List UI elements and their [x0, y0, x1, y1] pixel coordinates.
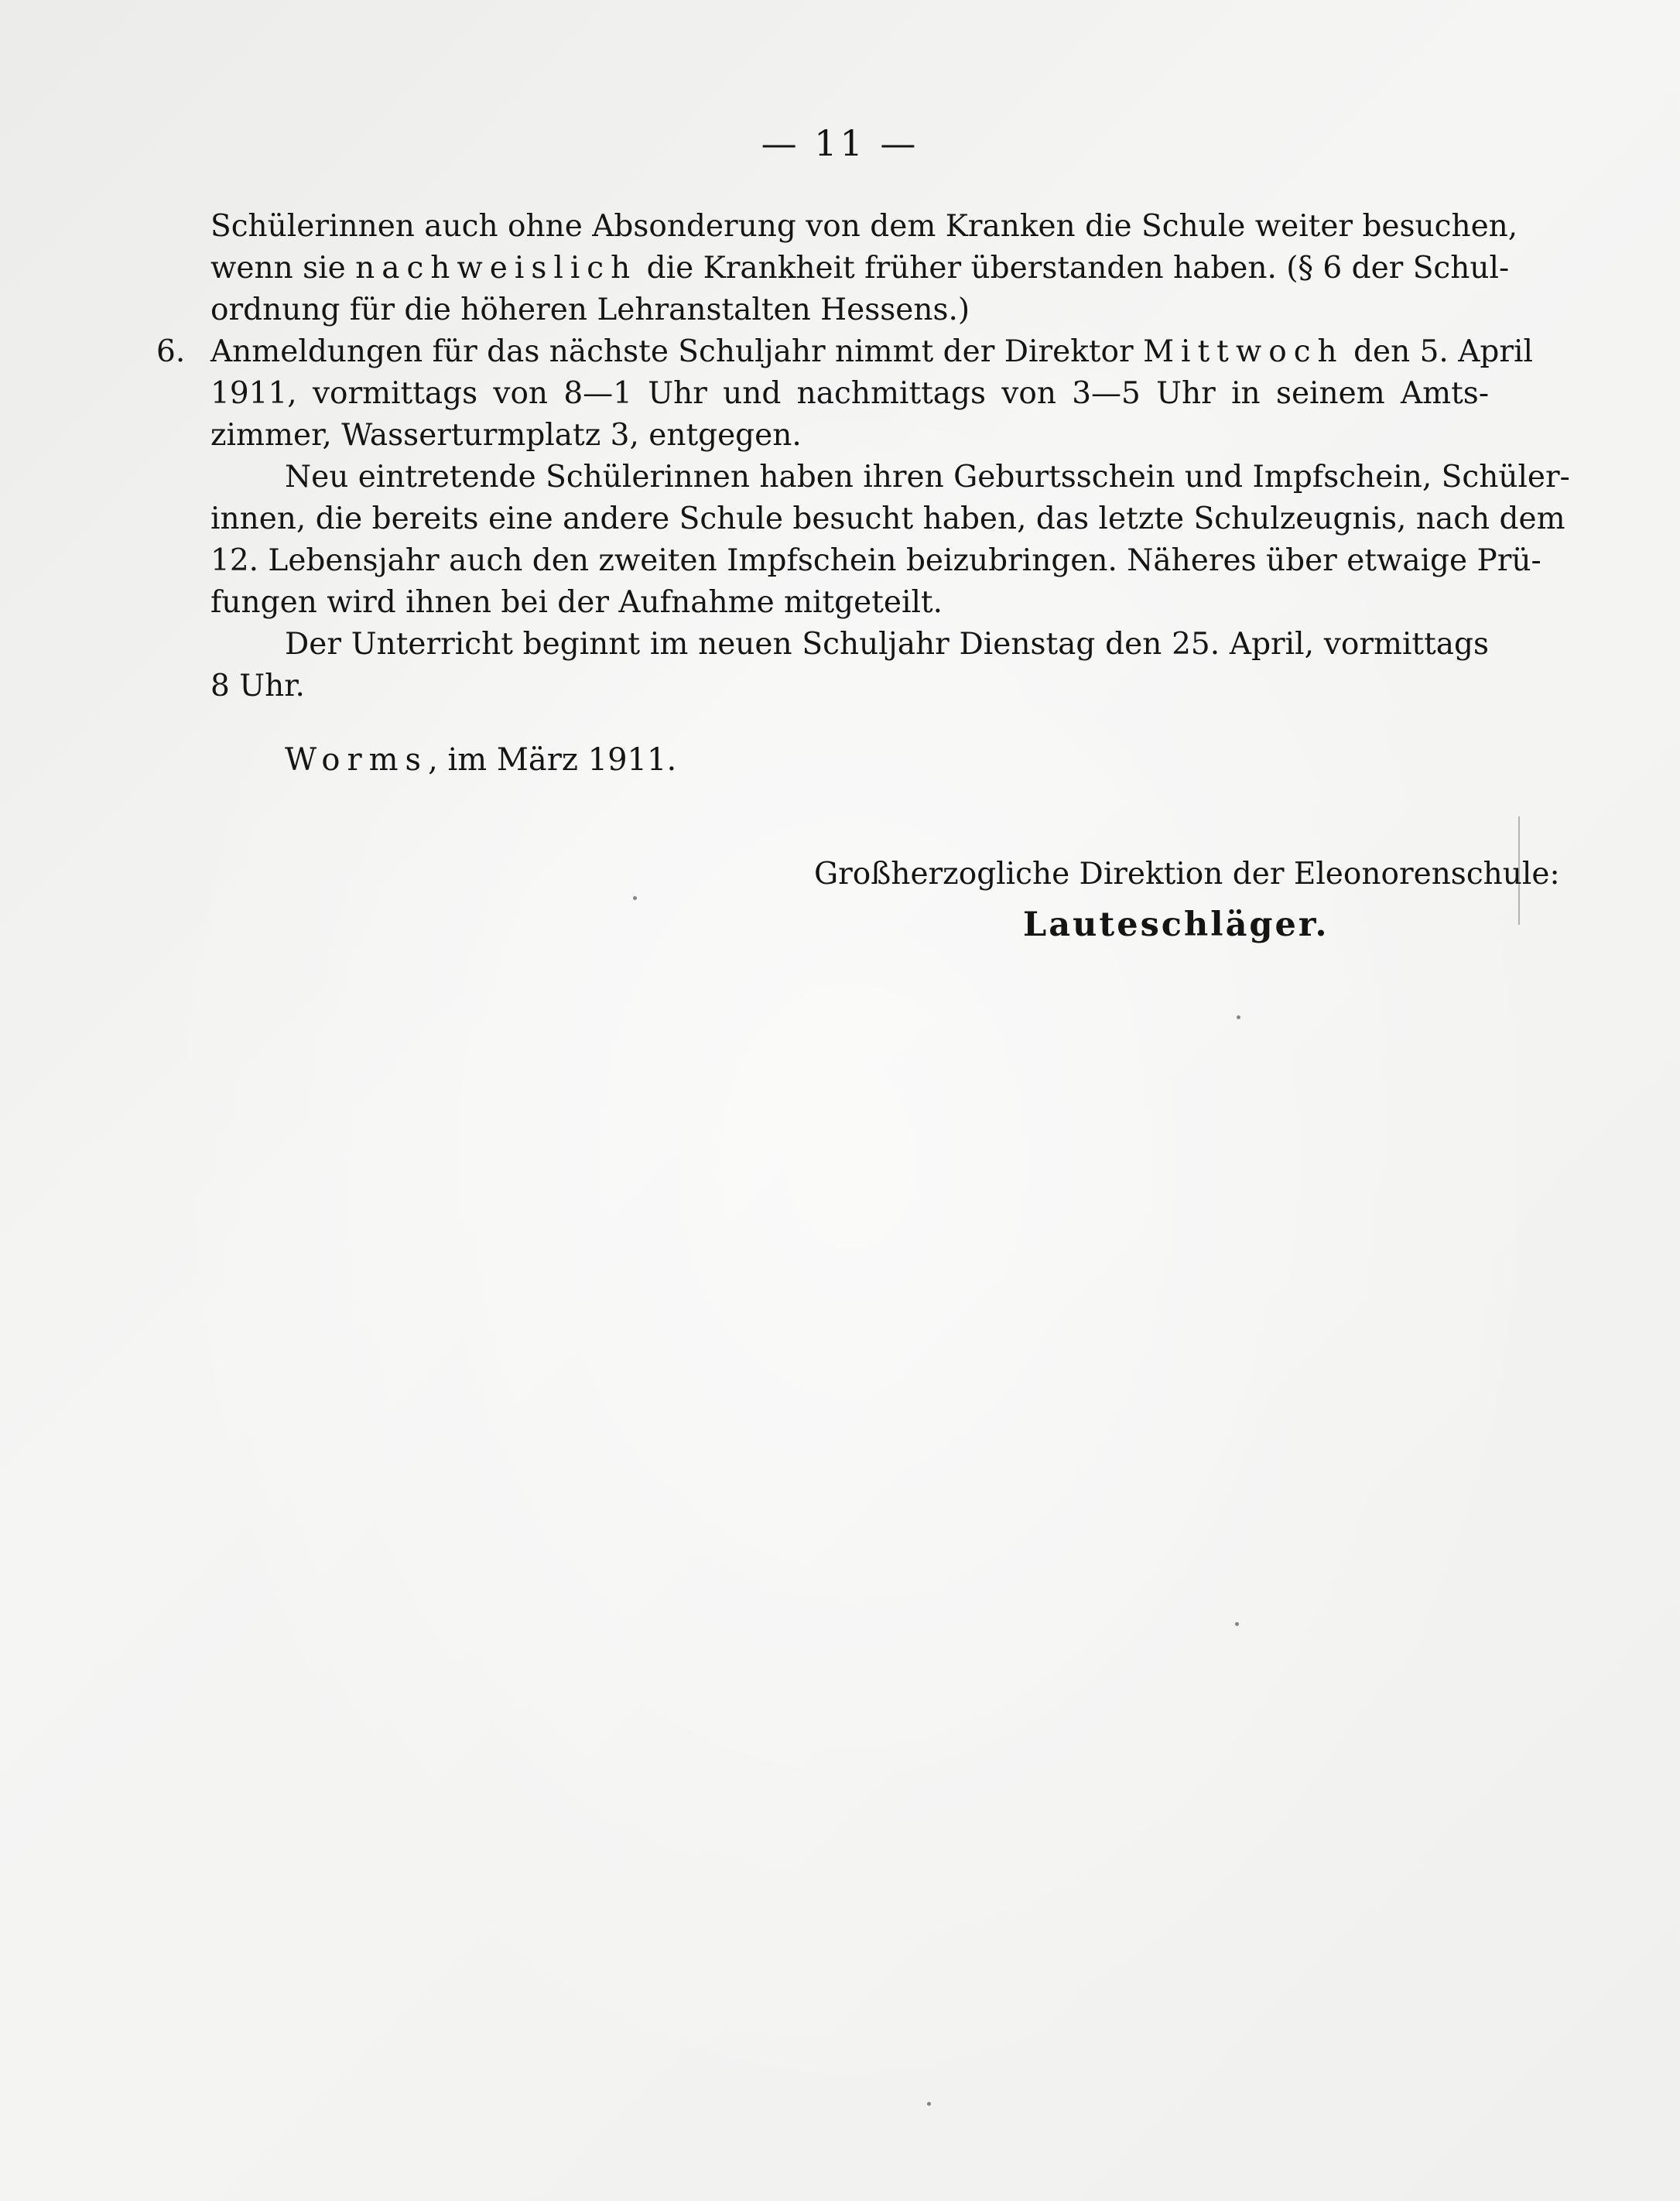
page-number: — 11 —	[761, 122, 919, 164]
date-text: , im März 1911.	[428, 742, 677, 778]
enrollment-paragraph	[210, 457, 1570, 624]
place-name: Worms	[285, 742, 429, 778]
text-fragment: Anmeldungen für das nächste Schuljahr nimmt der Direktor	[210, 334, 1134, 369]
text-line: ordnung für die höheren Lehranstalten Hessens.)	[210, 293, 970, 327]
lessons-start-paragraph	[210, 624, 1489, 707]
text-line: fungen wird ihnen bei der Aufnahme mitgeteilt.	[210, 585, 943, 620]
text-line	[210, 248, 1510, 289]
text-line	[210, 331, 1533, 373]
text-line: 1911, vormittags von 8—1 Uhr und nachmittags von 3—5 Uhr in seinem Amts-	[210, 376, 1489, 411]
text-line: 12. Lebensjahr auch den zweiten Impfschein beizubringen. Näheres über etwaige Prü-	[210, 543, 1541, 578]
issuing-authority: Großherzogliche Direktion der Eleonorenschule:	[814, 857, 1560, 892]
text-line: innen, die bereits eine andere Schule besucht haben, das letzte Schulzeugnis, nach dem	[210, 501, 1565, 536]
text-fragment: den 5. April	[1353, 334, 1533, 369]
text-line: Der Unterricht beginnt im neuen Schuljahr Dienstag den 25. April, vormittags	[285, 627, 1489, 662]
paper-speck	[1237, 1015, 1240, 1019]
text-fragment: wenn sie	[210, 251, 346, 286]
item-6-paragraph	[210, 331, 1533, 457]
text-fragment: die Krankheit früher überstanden haben. (§ 6 der Schul-	[646, 251, 1510, 286]
paper-speck	[1235, 1622, 1239, 1626]
emphasized-word: nachweislich	[355, 251, 638, 286]
margin-mark	[1518, 816, 1520, 925]
text-line: Schülerinnen auch ohne Absonderung von dem Kranken die Schule weiter besuchen,	[210, 209, 1518, 244]
emphasized-word: Mittwoch	[1143, 334, 1344, 369]
place-date	[285, 739, 676, 781]
text-line: Neu eintretende Schülerinnen haben ihren Geburtsschein und Impfschein, Schüler-	[285, 460, 1570, 495]
text-line: 8 Uhr.	[210, 669, 305, 703]
text-line: zimmer, Wasserturmplatz 3, entgegen.	[210, 418, 802, 453]
paper-speck	[927, 2102, 931, 2106]
signature: Lauteschläger.	[1023, 905, 1329, 944]
paper-speck	[633, 896, 637, 900]
item-number: 6.	[156, 334, 186, 369]
continuation-paragraph	[210, 206, 1518, 331]
